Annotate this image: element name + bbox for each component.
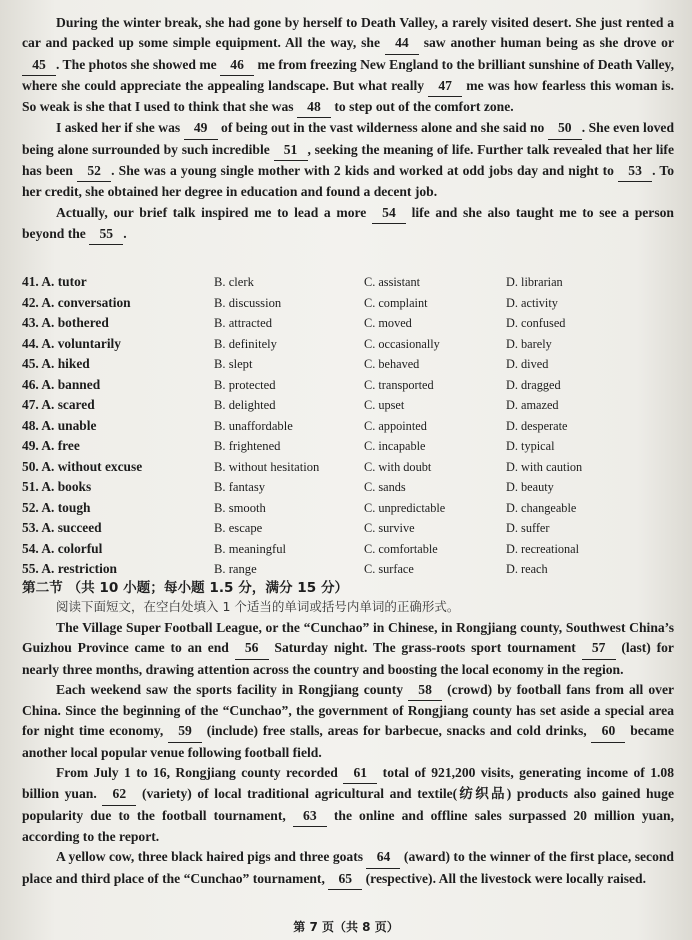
blank-65: 65 (328, 869, 362, 890)
blank-61: 61 (343, 763, 377, 784)
option-row: 51. A. books B. fantasy C. sands D. beauty (22, 479, 554, 494)
grammar-paragraph-1: The Village Super Football League, or the “Cunchao” in Chinese, in Rongjiang county, Southwest China’s Guizhou Province came to an end 56 Saturday night. The grass-roots sport tournament 57 (last) for nearly three months, drawing attention across the country and boosting the local economy in the region. (22, 620, 674, 677)
section-2-heading: 第二节 （共 10 小题；每小题 1.5 分，满分 15 分） (22, 580, 349, 596)
blank-46: 46 (220, 55, 254, 76)
page-number: 第 7 页（共 8 页） (293, 920, 399, 934)
grammar-paragraph-3: From July 1 to 16, Rongjiang county recorded 61 total of 921,200 visits, generating income of 1.08 billion yuan. 62 (variety) of local traditional agricultural and textile(纺织品) products also gained huge popularity due to the football tournament, 63 the online and offline sales surpassed 20 million yuan, according to the report. (22, 765, 674, 844)
blank-45: 45 (22, 55, 56, 76)
blank-58: 58 (408, 680, 442, 701)
option-row: 54. A. colorful B. meaningful C. comfortable D. recreational (22, 540, 580, 556)
option-row: 47. A. scared B. delighted C. upset D. amazed (22, 397, 559, 412)
blank-44: 44 (385, 33, 419, 54)
blank-60: 60 (591, 721, 625, 742)
option-row: 48. A. unable B. unaffordable C. appointed D. desperate (22, 417, 568, 433)
option-row: 52. A. tough B. smooth C. unpredictable D. changeable (22, 499, 577, 515)
blank-50: 50 (548, 118, 582, 139)
passage-paragraph-1: During the winter break, she had gone by herself to Death Valley, a rarely visited desert. She just rented a car and packed up some simple equipment. All the way, she 44 saw another human being as she drove or 45 . The photos she showed me 46 me from freezing New England to the brilliant sunshine of Death Valley, where she could appreciate the appealing landscape. But what really 47 me was how fearless this woman is. So weak is she that I used to think that she was 48 to step out of the comfort zone. (22, 13, 674, 118)
passage-paragraph-3: Actually, our brief talk inspired me to lead a more 54 life and she also taught me to see a person beyond the 55 . (22, 203, 674, 246)
option-row: 45. A. hiked B. slept C. behaved D. dived (22, 356, 549, 371)
option-row: 50. A. without excuse B. without hesitation C. with doubt D. with caution (22, 458, 583, 474)
blank-59: 59 (168, 721, 202, 742)
blank-54: 54 (372, 203, 406, 224)
blank-51: 51 (274, 140, 308, 161)
blank-63: 63 (293, 806, 327, 827)
options-list (22, 272, 682, 580)
option-row: 44. A. voluntarily B. definitely C. occasionally D. barely (22, 335, 552, 351)
passage-cloze (22, 13, 674, 245)
option-row: 53. A. succeed B. escape C. survive D. suffer (22, 520, 550, 535)
passage-grammar (22, 618, 674, 890)
grammar-paragraph-4: A yellow cow, three black haired pigs and three goats 64 (award) to the winner of the first place, second place and third place of the “Cunchao” tournament, 65 (respective). All the livestock were locally raised. (22, 847, 674, 890)
blank-57: 57 (582, 638, 616, 659)
option-row: 46. A. banned B. protected C. transported D. dragged (22, 376, 561, 392)
blank-56: 56 (235, 638, 269, 659)
option-row: 41. A. tutor B. clerk C. assistant D. librarian (22, 274, 563, 289)
blank-52: 52 (77, 161, 111, 182)
option-row: 49. A. free B. frightened C. incapable D. typical (22, 438, 555, 453)
blank-55: 55 (89, 224, 123, 245)
blank-49: 49 (184, 118, 218, 139)
option-row: 43. A. bothered B. attracted C. moved D. confused (22, 315, 566, 330)
option-row: 55. A. restriction B. range C. surface D. reach (22, 561, 548, 576)
section-2-instruction: 阅读下面短文，在空白处填入 1 个适当的单词或括号内单词的正确形式。 (56, 599, 460, 614)
grammar-paragraph-2: Each weekend saw the sports facility in Rongjiang county 58 (crowd) by football fans from all over China. Since the beginning of the “Cunchao”, the government of Rongjiang county has set aside a special area for night time economy, 59 (include) free stalls, areas for barbecue, snacks and cold drinks, 60 became another local popular venue following football field. (22, 681, 675, 760)
blank-48: 48 (297, 97, 331, 118)
blank-62: 62 (102, 784, 136, 805)
blank-53: 53 (618, 161, 652, 182)
blank-64: 64 (366, 847, 400, 868)
option-row: 42. A. conversation B. discussion C. complaint D. activity (22, 294, 558, 310)
blank-47: 47 (428, 76, 462, 97)
passage-paragraph-2: I asked her if she was 49 of being out in the vast wilderness alone and she said no 50 . She even loved being alone surrounded by such incredible 51 , seeking the meaning of life. Further talk revealed that her life has been 52 . She was a young single mother with 2 kids and worked at odd jobs day and night to 53 . To her credit, she obtained her degree in education and found a decent job. (22, 120, 675, 200)
